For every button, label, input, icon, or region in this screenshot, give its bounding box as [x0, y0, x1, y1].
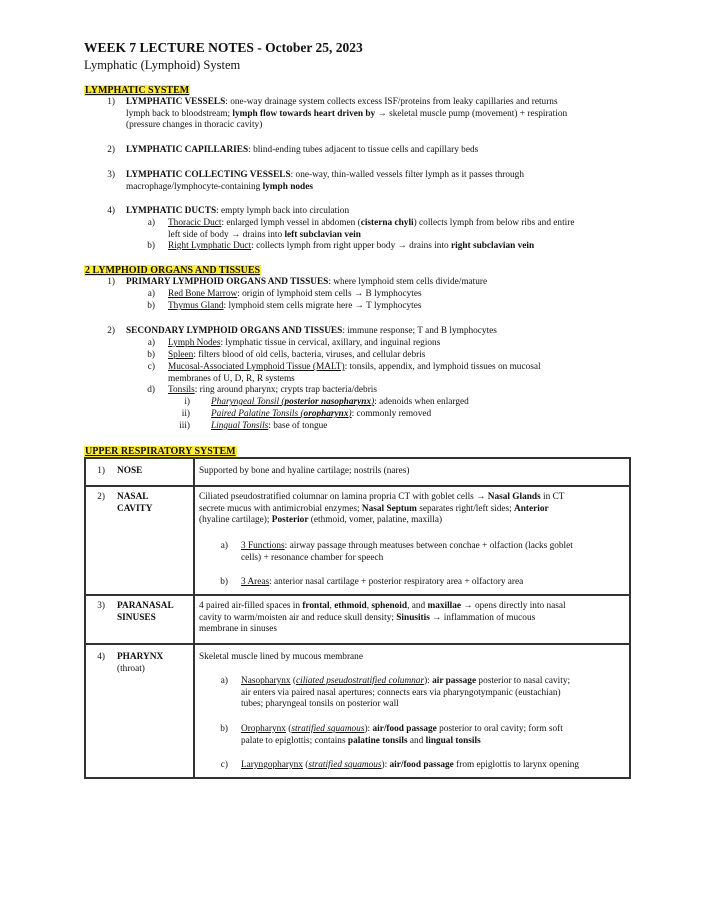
row-label: PHARYNX	[117, 652, 164, 662]
sub-item: Spleen: filters blood of old cells, bacteria, viruses, and cellular debris	[168, 350, 426, 360]
tonsil-item: Paired Palatine Tonsils (oropharynx): commonly removed	[211, 409, 432, 419]
sub-item-letter: a)	[147, 338, 155, 348]
list-item: LYMPHATIC CAPILLARIES: blind-ending tubes adjacent to tissue cells and capillary beds	[126, 145, 479, 155]
sub-item-continuation: membranes of U, D, R, R systems	[168, 373, 295, 384]
sub-item-letter: b)	[220, 724, 228, 734]
row-number: 2)	[97, 492, 105, 502]
sub-item: Tonsils: ring around pharynx; crypts trap bacteria/debris	[168, 385, 377, 395]
sub-item-letter: c)	[220, 760, 228, 770]
section-heading-lymphoid-organs: 2 LYMPHOID ORGANS AND TISSUES	[85, 265, 261, 276]
list-item: LYMPHATIC COLLECTING VESSELS: one-way, thin-walled vessels filter lymph as it passes through	[126, 170, 524, 180]
row-text: Ciliated pseudostratified columnar on lamina propria CT with goblet cells → Nasal Glands in CT	[199, 492, 565, 502]
sub-item-continuation: palate to epiglottis; contains palatine tonsils and lingual tonsils	[241, 735, 481, 746]
row-text: 4 paired air-filled spaces in frontal, ethmoid, sphenoid, and maxillae → opens directly into nasal	[199, 601, 566, 611]
item-number: 2)	[107, 326, 115, 336]
sub-item: Right Lymphatic Duct: collects lymph from right upper body → drains into right subclavian vein	[168, 241, 535, 251]
roman-numeral: ii)	[181, 409, 190, 419]
section-heading-lymphatic-system: LYMPHATIC SYSTEM	[85, 85, 190, 96]
sub-item: Oropharynx (stratified squamous): air/food passage posterior to oral cavity; form soft	[241, 724, 563, 734]
list-item-continuation: lymph back to bloodstream; lymph flow towards heart driven by → skeletal muscle pump (movement) + respiration	[126, 108, 568, 119]
sub-item-letter: a)	[147, 289, 155, 299]
sub-item-continuation: tubes; pharyngeal tonsils on posterior wall	[241, 699, 399, 709]
row-text: Skeletal muscle lined by mucous membrane	[199, 652, 363, 662]
row-text: cavity to warm/moisten air and reduce skull density; Sinusitis → inflammation of mucous	[199, 612, 536, 623]
list-item: LYMPHATIC VESSELS: one-way drainage system collects excess ISF/proteins from leaky capillaries and returns	[126, 97, 558, 107]
sub-item: Thymus Gland: lymphoid stem cells migrate here → T lymphocytes	[168, 301, 422, 311]
table-row-divider	[84, 594, 631, 596]
sub-item: Laryngopharynx (stratified squamous): air/food passage from epiglottis to larynx opening	[241, 760, 580, 770]
row-number: 3)	[97, 601, 105, 611]
row-label: CAVITY	[117, 503, 153, 514]
tonsil-item: Pharyngeal Tonsil (posterior nasopharynx): adenoids when enlarged	[211, 397, 469, 407]
sub-item: Mucosal-Associated Lymphoid Tissue (MALT): tonsils, appendix, and lymphoid tissues on mucosal	[168, 362, 541, 372]
sub-item: Nasopharynx (ciliated pseudostratified columnar): air passage posterior to nasal cavity;	[241, 676, 571, 686]
sub-item: 3 Functions: airway passage through meatuses between conchae + olfaction (lacks goblet	[241, 541, 573, 551]
row-label: NOSE	[117, 466, 143, 476]
sub-item: Lymph Nodes: lymphatic tissue in cervical, axillary, and inguinal regions	[168, 338, 441, 348]
page-subtitle: Lymphatic (Lymphoid) System	[84, 58, 241, 72]
sub-item-letter: a)	[220, 676, 228, 686]
item-number: 3)	[107, 170, 115, 180]
sub-item-continuation: cells) + resonance chamber for speech	[241, 552, 384, 563]
list-item-continuation: (pressure changes in thoracic cavity)	[126, 120, 263, 130]
sub-item-letter: d)	[147, 385, 155, 395]
list-item: PRIMARY LYMPHOID ORGANS AND TISSUES: where lymphoid stem cells divide/mature	[126, 277, 488, 287]
list-item-continuation: macrophage/lymphocyte-containing lymph nodes	[126, 181, 313, 192]
item-number: 1)	[107, 277, 115, 287]
row-label: NASAL	[117, 492, 149, 502]
row-label: SINUSES	[117, 612, 156, 623]
sub-item-continuation: air enters via paired nasal apertures; connects ears via pharyngotympanic (eustachian)	[241, 687, 561, 698]
sub-item-letter: b)	[147, 301, 155, 311]
page-title: WEEK 7 LECTURE NOTES - October 25, 2023	[84, 40, 363, 55]
list-item: SECONDARY LYMPHOID ORGANS AND TISSUES: immune response; T and B lymphocytes	[126, 326, 497, 336]
roman-numeral: i)	[184, 397, 190, 407]
sub-item: Thoracic Duct: enlarged lymph vessel in abdomen (cisterna chyli) collects lymph from below ribs and entire	[168, 218, 575, 228]
section-heading-upper-respiratory: UPPER RESPIRATORY SYSTEM	[85, 446, 236, 457]
row-number: 1)	[97, 466, 105, 476]
row-text: Supported by bone and hyaline cartilage; nostrils (nares)	[199, 466, 410, 476]
row-label: (throat)	[117, 663, 145, 674]
row-text: membrane in sinuses	[199, 624, 277, 634]
sub-item-continuation: left side of body → drains into left subclavian vein	[168, 229, 361, 240]
sub-item-letter: b)	[220, 577, 228, 587]
row-text: secrete mucus with antimicrobial enzymes; Nasal Septum separates right/left sides; Anterior	[199, 503, 549, 514]
table-row-divider	[84, 643, 631, 645]
list-item: LYMPHATIC DUCTS: empty lymph back into circulation	[126, 206, 350, 216]
tonsil-item: Lingual Tonsils: base of tongue	[211, 421, 328, 431]
sub-item-letter: a)	[147, 218, 155, 228]
sub-item-letter: b)	[147, 241, 155, 251]
sub-item: 3 Areas: anterior nasal cartilage + posterior respiratory area + olfactory area	[241, 577, 524, 587]
sub-item-letter: a)	[220, 541, 228, 551]
sub-item: Red Bone Marrow: origin of lymphoid stem cells → B lymphocytes	[168, 289, 422, 299]
table-row-divider	[84, 485, 631, 487]
item-number: 4)	[107, 206, 115, 216]
row-number: 4)	[97, 652, 105, 662]
sub-item-letter: b)	[147, 350, 155, 360]
item-number: 1)	[107, 97, 115, 107]
sub-item-letter: c)	[147, 362, 155, 372]
roman-numeral: iii)	[179, 421, 190, 431]
row-text: (hyaline cartilage); Posterior (ethmoid, vomer, palatine, maxilla)	[199, 515, 443, 525]
table-column-divider	[193, 457, 195, 779]
row-label: PARANASAL	[117, 601, 174, 611]
item-number: 2)	[107, 145, 115, 155]
